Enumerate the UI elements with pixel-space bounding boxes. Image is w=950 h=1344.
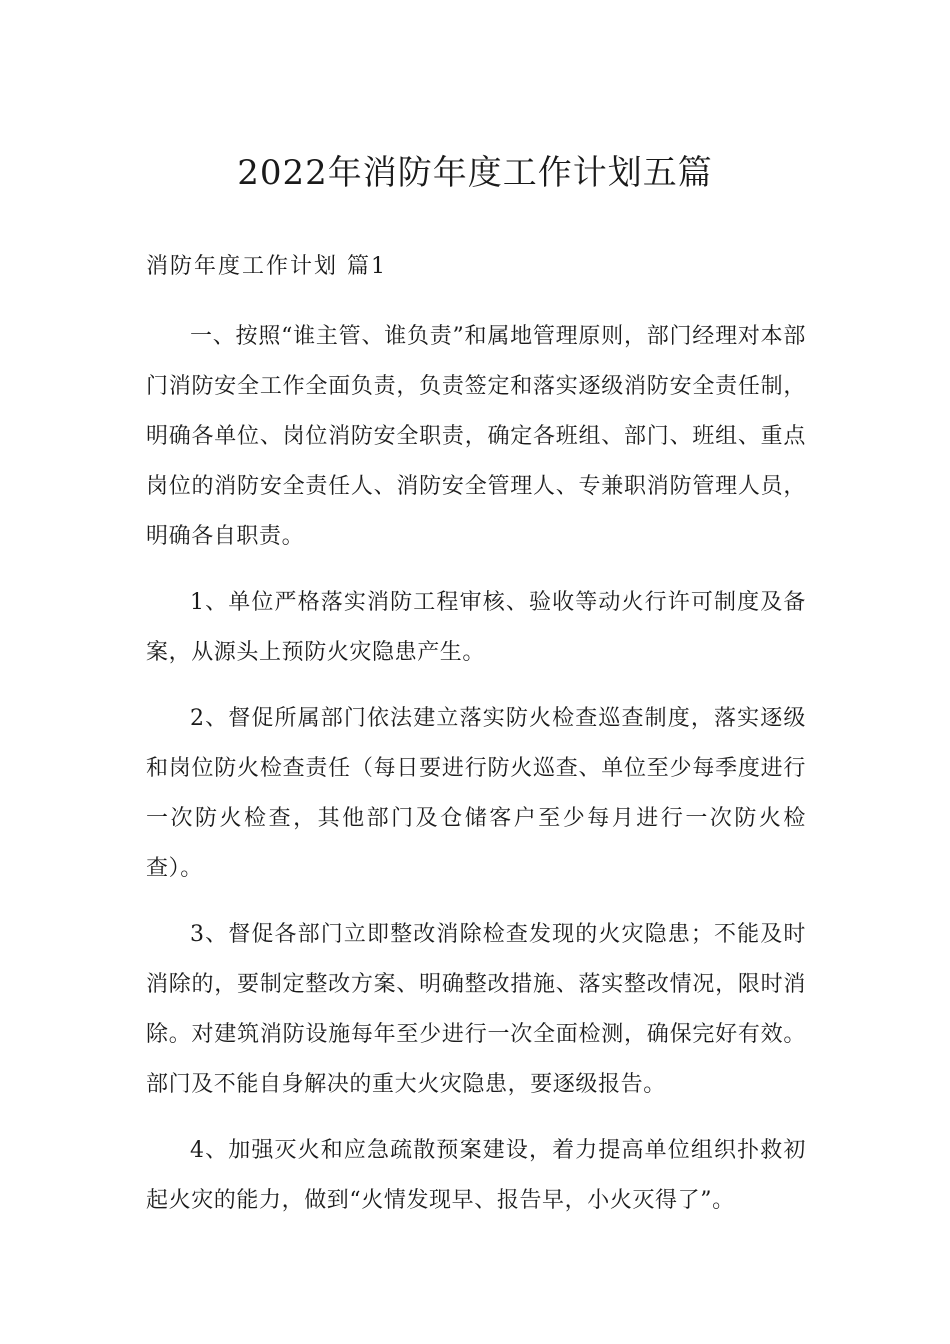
section-heading: 消防年度工作计划 篇1: [146, 254, 387, 279]
document-title: 2022年消防年度工作计划五篇: [237, 152, 713, 193]
paragraph-item-2: 2、督促所属部门依法建立落实防火检查巡查制度，落实逐级和岗位防火检查责任（每日要进行防火巡查、单位至少每季度进行一次防火检查，其他部门及仓储客户至少每月进行一次防火检查）。: [146, 706, 806, 881]
paragraph-item-1: 1、单位严格落实消防工程审核、验收等动火行许可制度及备案，从源头上预防火灾隐患产生。: [146, 590, 806, 665]
paragraph-intro: 一、按照“谁主管、谁负责”和属地管理原则，部门经理对本部门消防安全工作全面负责，负责签定和落实逐级消防安全责任制，明确各单位、岗位消防安全职责，确定各班组、部门、班组、重点岗位的消防安全责任人、消防安全管理人、专兼职消防管理人员，明确各自职责。: [146, 324, 806, 549]
paragraph-item-3: 3、督促各部门立即整改消除检查发现的火灾隐患；不能及时消除的，要制定整改方案、明确整改措施、落实整改情况，限时消除。对建筑消防设施每年至少进行一次全面检测，确保完好有效。部门及不能自身解决的重大火灾隐患，要逐级报告。: [146, 922, 806, 1097]
paragraph-item-4: 4、加强灭火和应急疏散预案建设，着力提高单位组织扑救初起火灾的能力，做到“火情发现早、报告早，小火灭得了”。: [146, 1138, 806, 1213]
